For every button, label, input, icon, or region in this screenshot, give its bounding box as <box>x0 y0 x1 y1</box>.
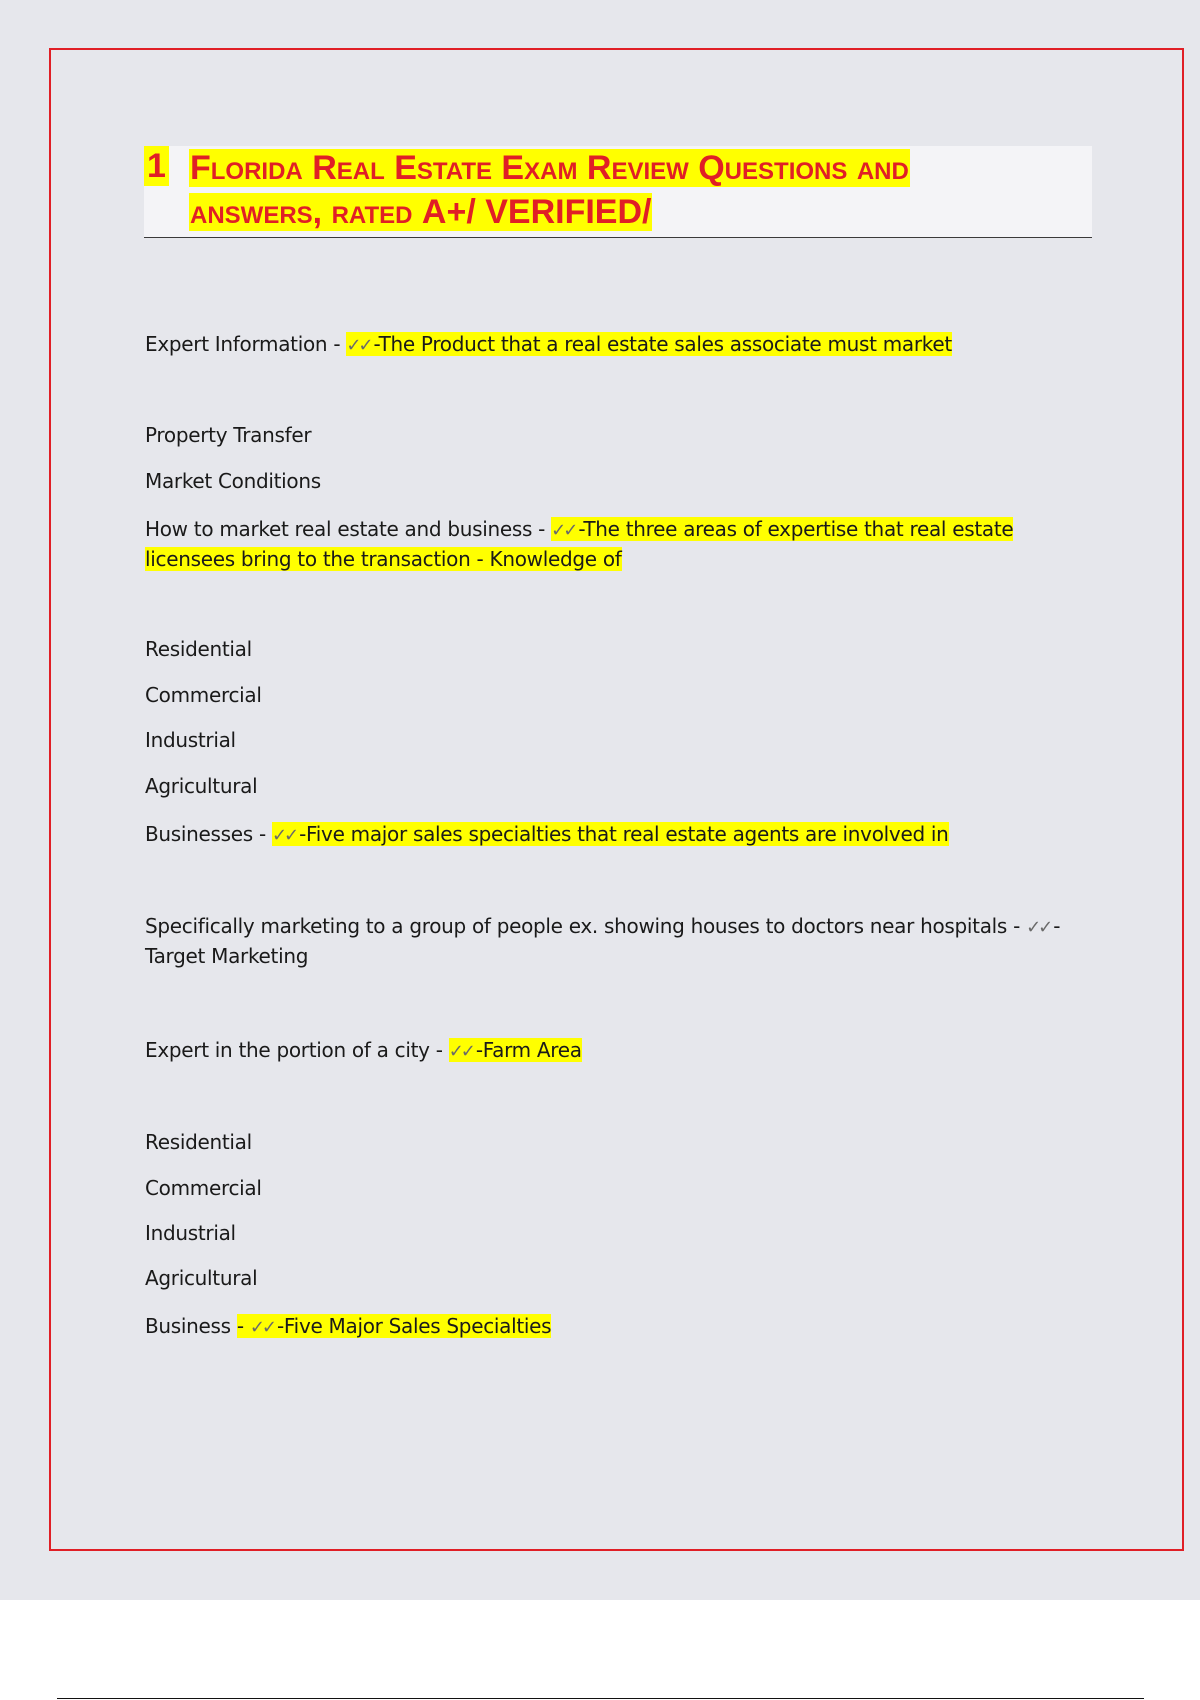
double-check-icon: ✓✓ <box>346 335 371 356</box>
qa-entry <box>145 515 1075 573</box>
list-item: Market Conditions <box>145 469 321 493</box>
heading-rating: A+/ VERIFIED/ <box>421 193 652 231</box>
heading-line-1: Florida Real Estate Exam Review Questions and <box>190 149 909 187</box>
list-item: Commercial <box>145 1176 262 1200</box>
qa-entry <box>145 912 1080 970</box>
double-check-icon: ✓✓ <box>1026 917 1051 938</box>
heading-title <box>189 146 1069 234</box>
qa-entry <box>145 820 1085 850</box>
entry-answer: -Target Marketing <box>145 914 1061 968</box>
list-item: Agricultural <box>145 774 258 798</box>
list-item: Industrial <box>145 1221 236 1245</box>
list-item: Industrial <box>145 728 236 752</box>
entry-question: Expert Information - <box>145 332 347 356</box>
entry-separator: - <box>236 1314 250 1338</box>
double-check-icon: ✓✓ <box>448 1041 473 1062</box>
list-item: Commercial <box>145 683 262 707</box>
document-heading <box>144 146 1092 238</box>
entry-question: How to market real estate and business - <box>145 517 552 541</box>
heading-line-2: answers, rated <box>190 193 422 231</box>
qa-entry <box>145 330 1085 360</box>
list-item: Agricultural <box>145 1266 258 1290</box>
entry-answer: -The Product that a real estate sales associate must market <box>373 332 952 356</box>
list-item: Residential <box>145 637 252 661</box>
entry-answer: -The three areas of expertise that real estate licensees bring to the transaction - Knowledge of <box>145 517 1014 571</box>
entry-answer: -Five Major Sales Specialties <box>277 1314 552 1338</box>
list-item: Residential <box>145 1130 252 1154</box>
double-check-icon: ✓✓ <box>551 520 576 541</box>
entry-question: Business <box>145 1314 237 1338</box>
heading-number: 1 <box>144 146 169 186</box>
entry-answer: -Five major sales specialties that real estate agents are involved in <box>299 822 949 846</box>
entry-answer: -Farm Area <box>475 1038 582 1062</box>
entry-question: Expert in the portion of a city - <box>145 1038 449 1062</box>
qa-entry <box>145 1036 1085 1066</box>
double-check-icon: ✓✓ <box>249 1317 275 1338</box>
qa-entry <box>145 1312 1085 1342</box>
entry-question: Specifically marketing to a group of people ex. showing houses to doctors near hospitals - <box>145 914 1027 938</box>
double-check-icon: ✓✓ <box>271 825 297 846</box>
list-item: Property Transfer <box>145 423 312 447</box>
entry-question: Businesses - <box>145 822 272 846</box>
footer-divider <box>57 1698 1144 1699</box>
